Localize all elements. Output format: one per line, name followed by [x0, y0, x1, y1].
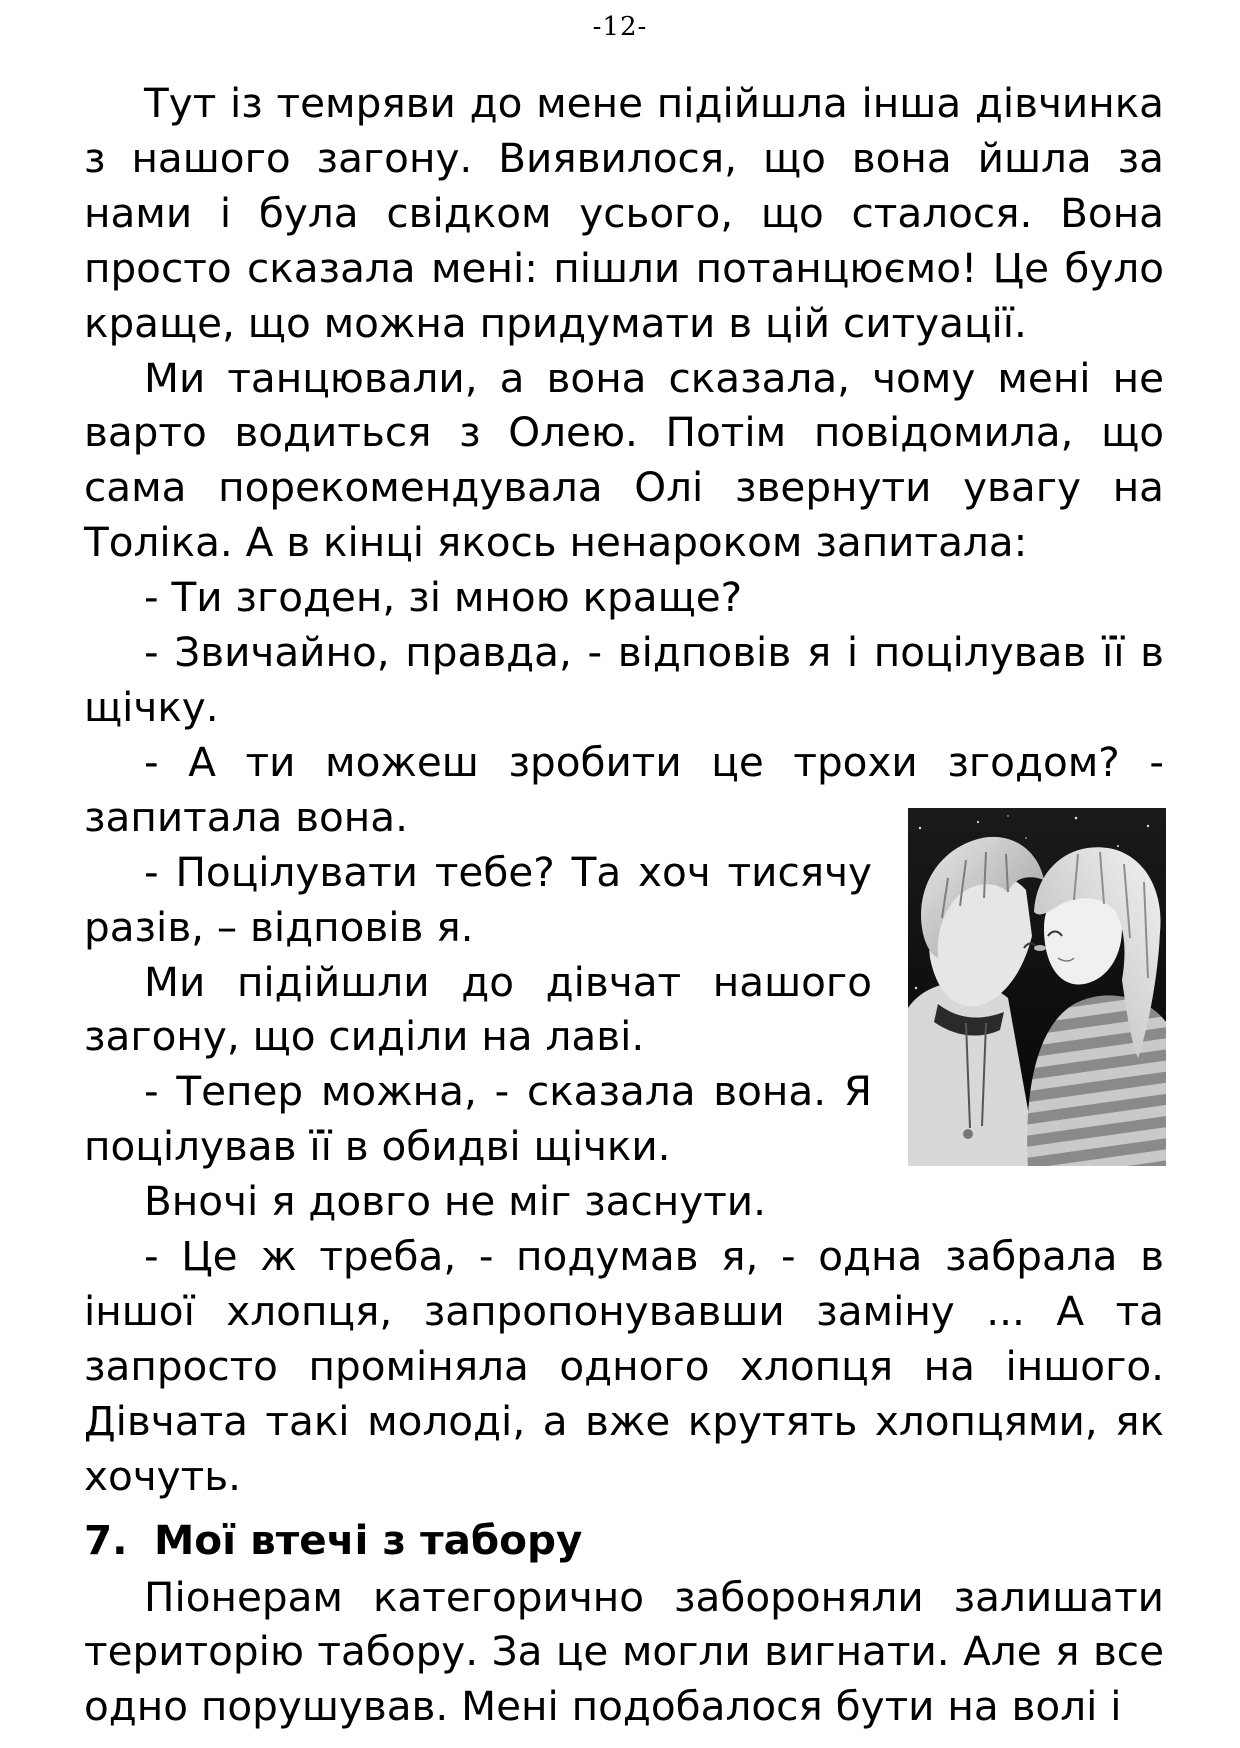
chapter-number: 7.	[84, 1515, 128, 1564]
paragraph: Ми танцювали, а вона сказала, чому мені не варто водиться з Олею. Потім повідомила, що сама порекомендувала Олі звернути увагу на Толіка. А в кінці якось ненароком запитала:	[84, 353, 1164, 567]
dialogue-line: - Звичайно, правда, - відповів я і поцілував її в щічку.	[84, 628, 1164, 731]
dialogue-line: - А ти можеш зробити це трохи згодом? - запитала вона.	[84, 737, 1164, 841]
paragraph: Ми підійшли до дівчат нашого загону, що сиділи на лаві.	[84, 957, 872, 1061]
manga-kiss-illustration	[908, 808, 1166, 1166]
dialogue-line: - Тепер можна, - сказала вона. Я поцілував її в обидві щічки.	[84, 1067, 872, 1171]
paragraph: Піонерам категорично забороняли залишати територію табору. За це могли вигнати. Але я все одно порушував. Мені подобалося бути на волі і	[84, 1572, 1164, 1731]
dialogue-line: - Ти згоден, зі мною краще?	[144, 573, 743, 622]
dialogue-line: - Поцілувати тебе? Та хоч тисячу разів, – відповів я.	[84, 847, 872, 951]
chapter-heading	[84, 1510, 1164, 1570]
chapter-title: Мої втечі з табору	[154, 1515, 583, 1564]
page-number: -12-	[592, 12, 648, 42]
paragraph: Тут із темряви до мене підійшла інша дівчинка з нашого загону. Виявилося, що вона йшла за нами і була свідком усього, що сталося. Вона просто сказала мені: пішли потанцюємо! Це було краще, що можна придумати в цій ситуації.	[84, 79, 1164, 347]
dialogue-line: - Це ж треба, - подумав я, - одна забрала в іншої хлопця, запропонувавши заміну ... А та запросто проміняла одного хлопця на іншого. Дівчата такі молоді, а вже крутять хлопцями, як хочуть.	[84, 1232, 1164, 1500]
paragraph: Вночі я довго не міг заснути.	[144, 1177, 766, 1226]
